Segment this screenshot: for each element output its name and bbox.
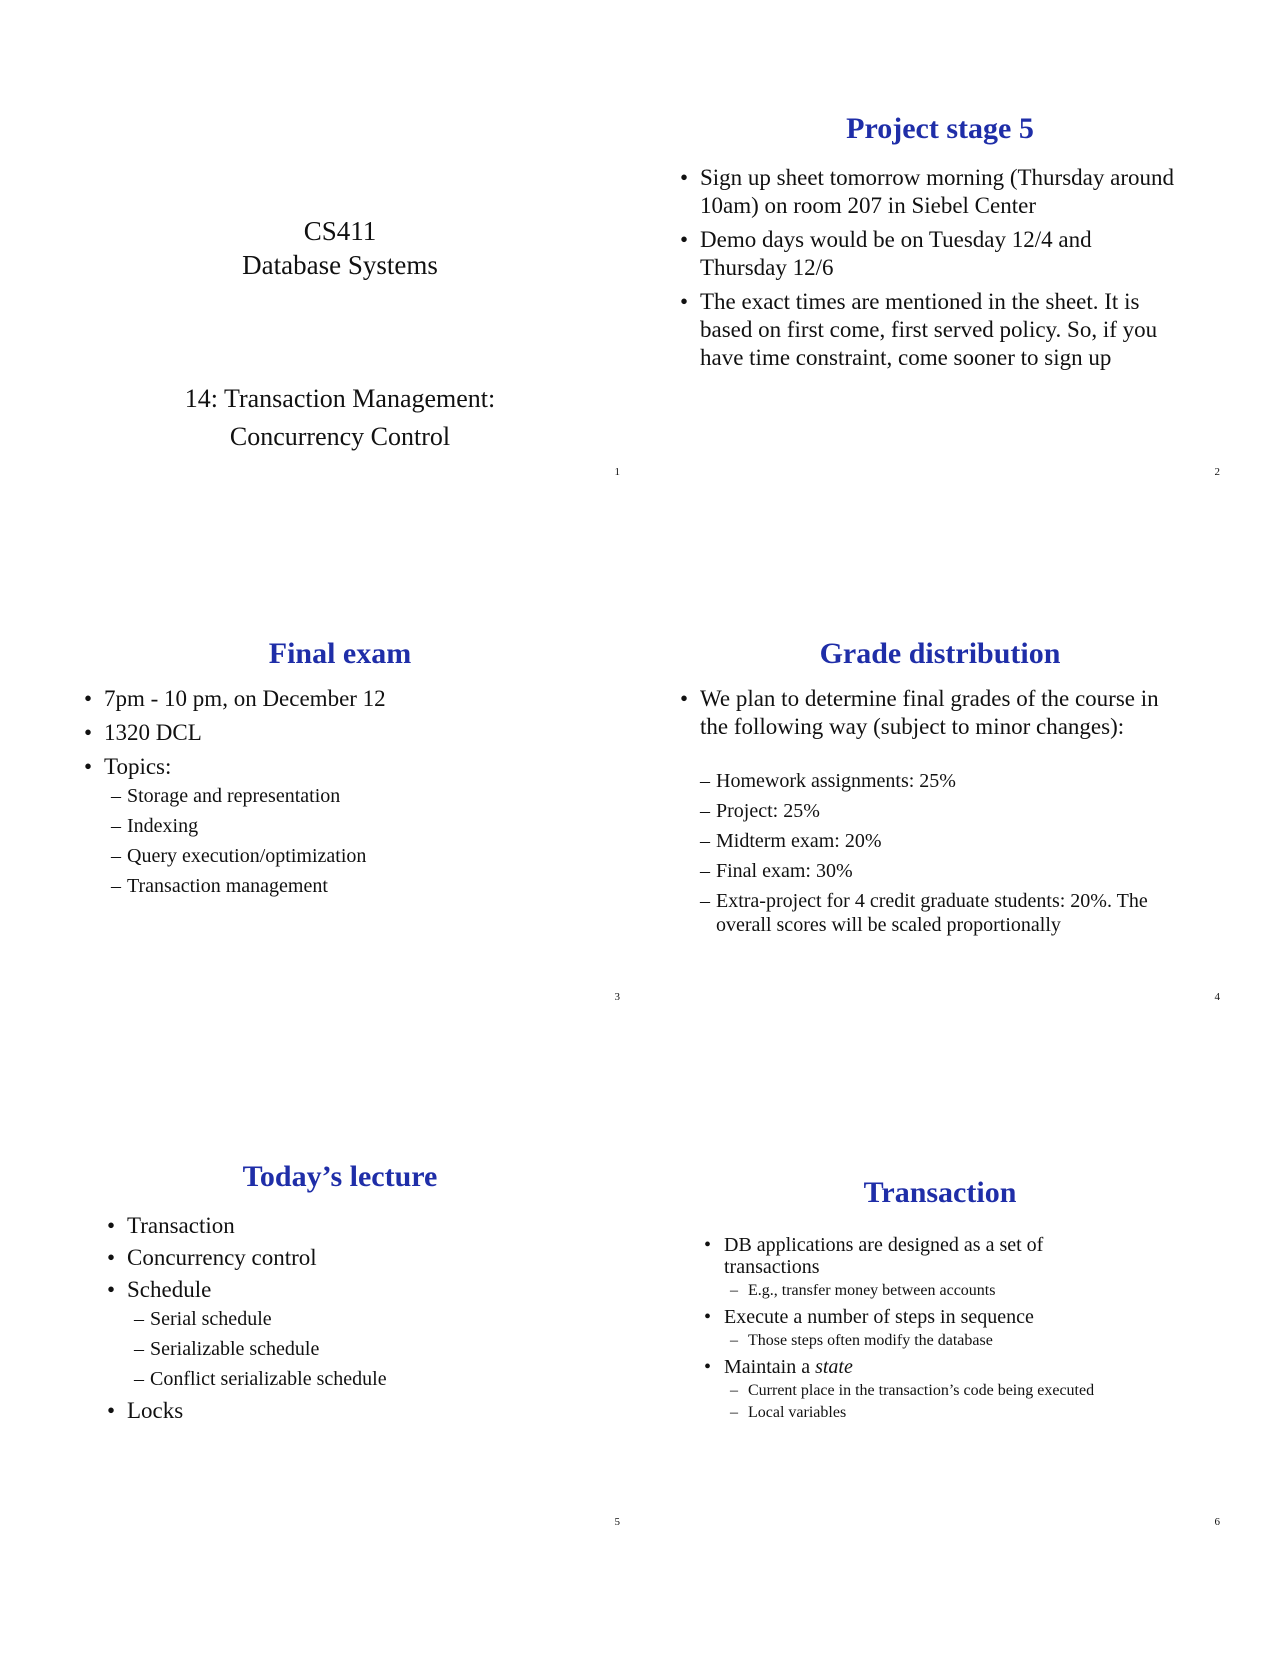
list-item: – Homework assignments: 25%	[700, 769, 1170, 793]
list-item	[107, 1276, 620, 1391]
list-item: • Demo days would be on Tuesday 12/4 and Thursday 12/6	[680, 226, 1175, 282]
slide-number: 2	[1214, 466, 1220, 478]
slide-6	[660, 1120, 1220, 1540]
topics-list	[111, 784, 620, 898]
slide-number: 6	[1214, 1516, 1220, 1528]
topics-label: Topics:	[104, 754, 172, 779]
bullet-list	[680, 685, 1180, 741]
bullet-list	[84, 685, 620, 898]
slide-title: Grade distribution	[819, 637, 1061, 670]
list-item: – Transaction management	[111, 874, 620, 898]
bullet-text: Execute a number of steps in sequence	[724, 1306, 1034, 1328]
sub-list	[730, 1330, 1124, 1352]
course-name: Database Systems	[242, 250, 438, 280]
schedule-list	[134, 1307, 620, 1391]
list-item: – Local variables	[730, 1402, 1124, 1424]
list-item	[704, 1234, 1124, 1302]
lecture-subtitle-line-1: 14: Transaction Management:	[184, 384, 496, 413]
slide-1	[60, 70, 620, 490]
slide-number: 5	[614, 1516, 620, 1528]
grade-items-list	[700, 769, 1170, 937]
list-item: • Sign up sheet tomorrow morning (Thursday around 10am) on room 207 in Siebel Center	[680, 164, 1175, 220]
list-item: • We plan to determine final grades of the course in the following way (subject to minor changes):	[680, 685, 1180, 741]
bullet-text: Maintain a	[724, 1356, 811, 1378]
list-item: • Transaction	[107, 1212, 620, 1240]
list-item: – Indexing	[111, 814, 620, 838]
slide-5	[60, 1120, 620, 1540]
sub-list	[730, 1280, 1124, 1302]
list-item: – Final exam: 30%	[700, 859, 1170, 883]
bullet-list	[107, 1212, 620, 1425]
sub-list	[730, 1380, 1124, 1424]
slide-title: Project stage 5	[846, 112, 1034, 145]
slide-2	[660, 70, 1220, 490]
bullet-list	[680, 164, 1175, 372]
bullet-text: DB applications are designed as a set of transactions	[724, 1234, 1044, 1278]
list-item: – Current place in the transaction’s code being executed	[730, 1380, 1124, 1402]
list-item: • 7pm - 10 pm, on December 12	[84, 685, 620, 713]
list-item: – Query execution/optimization	[111, 844, 620, 868]
list-item: • The exact times are mentioned in the sheet. It is based on first come, first served policy. So, if you have time constraint, come sooner to sign up	[680, 288, 1175, 372]
slide-4	[660, 595, 1220, 1015]
slide-number: 1	[614, 466, 620, 478]
list-item: • Concurrency control	[107, 1244, 620, 1272]
bullet-list	[704, 1234, 1124, 1424]
list-item: – E.g., transfer money between accounts	[730, 1280, 1124, 1302]
schedule-label: Schedule	[127, 1277, 212, 1302]
slide-title: Transaction	[863, 1176, 1017, 1209]
list-item: – Serializable schedule	[134, 1337, 620, 1361]
list-item	[704, 1356, 1124, 1424]
lecture-subtitle-line-2: Concurrency Control	[229, 422, 451, 451]
list-item: – Midterm exam: 20%	[700, 829, 1170, 853]
list-item: • Locks	[107, 1397, 620, 1425]
list-item: – Project: 25%	[700, 799, 1170, 823]
list-item: – Extra-project for 4 credit graduate students: 20%. The overall scores will be scaled proportionally	[700, 889, 1170, 937]
list-item: – Serial schedule	[134, 1307, 620, 1331]
slide-number: 3	[614, 991, 620, 1003]
slide-number: 4	[1214, 991, 1220, 1003]
list-item	[704, 1306, 1124, 1352]
list-item: • 1320 DCL	[84, 719, 620, 747]
course-code: CS411	[303, 216, 377, 246]
list-item: – Those steps often modify the database	[730, 1330, 1124, 1352]
state-emphasis: state	[815, 1356, 853, 1378]
list-item: – Storage and representation	[111, 784, 620, 808]
slide-title: Final exam	[268, 637, 412, 670]
lecture-subtitle	[60, 380, 620, 456]
slide-3	[60, 595, 620, 1015]
slide-title: Today’s lecture	[242, 1160, 438, 1193]
list-item	[84, 753, 620, 898]
list-item: – Conflict serializable schedule	[134, 1367, 620, 1391]
course-title	[60, 214, 620, 282]
